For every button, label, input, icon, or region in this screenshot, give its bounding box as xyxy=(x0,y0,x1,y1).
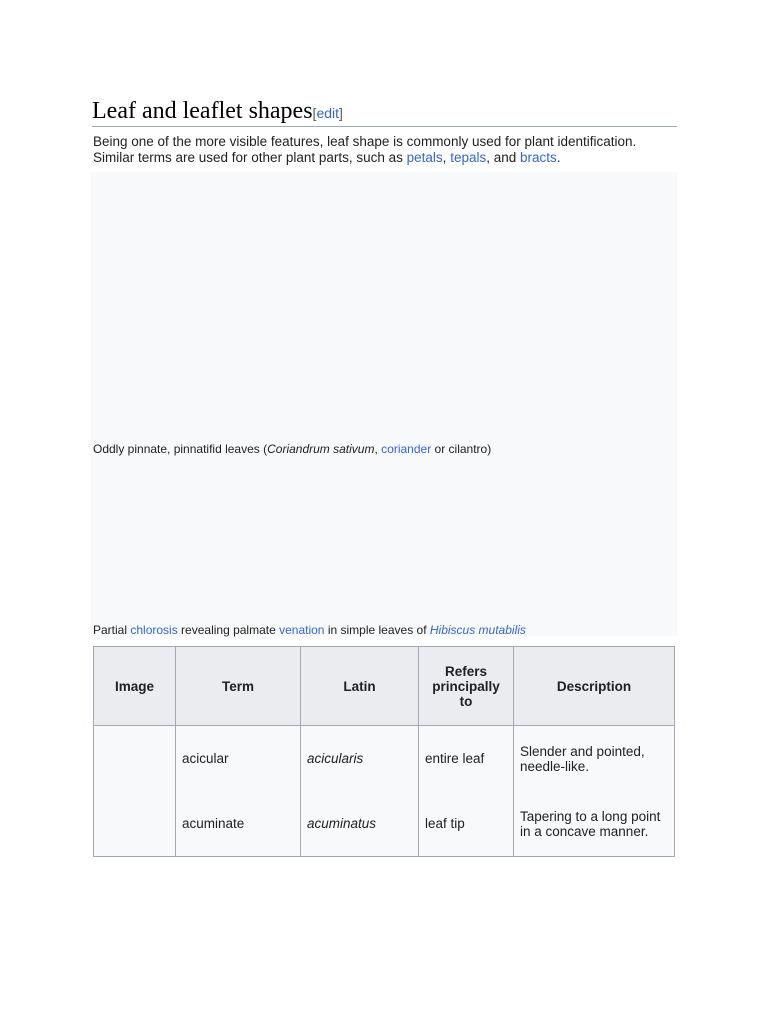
section-heading xyxy=(92,98,677,127)
intro-end: . xyxy=(556,149,561,165)
section-title: Leaf and leaflet shapes xyxy=(92,98,313,124)
cell-term: acicular xyxy=(176,726,301,792)
header-latin[interactable]: Latin xyxy=(301,647,419,726)
cell-description: Slender and pointed, needle-like. xyxy=(514,726,675,792)
cell-description: Tapering to a long point in a concave manner. xyxy=(514,791,675,857)
link-hibiscus-mutabilis[interactable]: Hibiscus mutabilis xyxy=(429,623,526,637)
cell-term: acuminate xyxy=(176,791,301,857)
edit-bracket-close: ] xyxy=(339,105,343,121)
hibiscus-leaves-image[interactable] xyxy=(91,462,677,612)
caption-text: in simple leaves of xyxy=(324,623,430,637)
table-row xyxy=(94,726,675,792)
intro-separator: , and xyxy=(486,149,520,165)
header-term[interactable]: Term xyxy=(176,647,301,726)
link-coriander[interactable]: coriander xyxy=(381,442,432,456)
header-refers-principally-to[interactable] xyxy=(419,647,514,726)
caption-text: or cilantro) xyxy=(431,442,492,456)
link-bracts[interactable]: bracts xyxy=(520,149,557,165)
link-chlorosis[interactable]: chlorosis xyxy=(130,623,178,637)
link-petals[interactable]: petals xyxy=(406,149,443,165)
cell-latin: acicularis xyxy=(301,726,419,792)
link-venation[interactable]: venation xyxy=(279,623,325,637)
header-image[interactable]: Image xyxy=(94,647,176,726)
cell-latin: acuminatus xyxy=(301,791,419,857)
intro-separator: , xyxy=(442,149,451,165)
intro-text: Being one of the more visible features, leaf shape is commonly used for plant identification. Similar terms are used for other plant parts, such as xyxy=(93,134,637,165)
cell-image xyxy=(94,726,176,792)
edit-link[interactable]: edit xyxy=(316,105,340,121)
table-row xyxy=(94,791,675,857)
header-refers-line: Refers xyxy=(444,663,488,679)
figure-caption-hibiscus xyxy=(93,623,526,637)
link-tepals[interactable]: tepals xyxy=(450,149,487,165)
caption-text: Partial xyxy=(93,623,131,637)
edit-section xyxy=(313,105,343,121)
caption-text: Oddly pinnate, pinnatifid leaves ( xyxy=(93,442,268,456)
header-refers-line: principally xyxy=(432,678,500,694)
coriander-leaves-image[interactable] xyxy=(91,172,677,437)
intro-paragraph xyxy=(93,134,678,165)
caption-text: , xyxy=(374,442,382,456)
edit-bracket-open: [ xyxy=(312,105,317,121)
caption-text: revealing palmate xyxy=(177,623,280,637)
caption-species: Coriandrum sativum xyxy=(267,442,375,456)
header-refers-line: to xyxy=(459,693,473,709)
figure-gallery xyxy=(91,172,677,636)
cell-refers: entire leaf xyxy=(419,726,514,792)
figure-caption-coriander xyxy=(93,442,491,456)
cell-refers: leaf tip xyxy=(419,791,514,857)
header-description[interactable]: Description xyxy=(514,647,675,726)
leaf-shapes-table xyxy=(93,646,675,857)
cell-image xyxy=(94,791,176,857)
table-header-row xyxy=(94,647,675,726)
